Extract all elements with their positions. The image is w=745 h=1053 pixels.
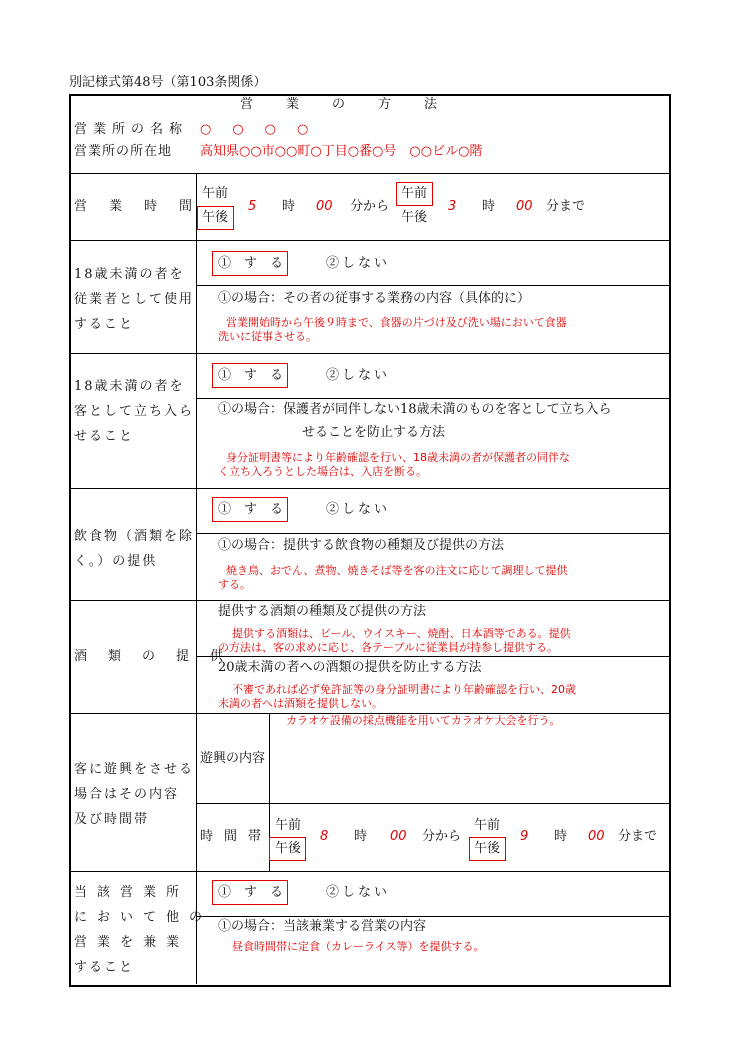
hours-start-hour: 5 [248, 199, 257, 214]
food-dont: ②しない [326, 502, 391, 517]
minors-employ-detail-l1: 営業開始時から午後９時まで、食器の片づけ及び洗い場において食器 [226, 316, 567, 329]
form-id: 別記様式第48号（第103条関係） [69, 75, 267, 90]
selection-box [212, 251, 288, 276]
row-divider [69, 871, 669, 872]
selection-box [396, 182, 433, 206]
entertainment-content-value: カラオケ設備の採点機能を用いてカラオケ大会を行う。 [286, 714, 561, 727]
minors-customer-detail-l1: 身分証明書等により年齢確認を行い、18歳未満の者が保護者の同伴な [226, 451, 570, 464]
food-detail-l2: する。 [218, 578, 251, 591]
other-business-detail: 昼食時間帯に定食（カレーライス等）を提供する。 [232, 940, 485, 953]
alcohol-prevent-label: 20歳未満の者への酒類の提供を防止する方法 [218, 660, 482, 675]
minors-customer-detail-l2: く立ち入ろうとした場合は、入店を断る。 [218, 465, 427, 478]
food-detail-l1: 焼き鳥、おでん、煮物、焼きそば等を客の注文に応じて調理して提供 [226, 564, 568, 577]
row-divider [69, 353, 669, 354]
alcohol-type-label: 提供する酒類の種類及び提供の方法 [218, 604, 427, 619]
cell-divider [196, 803, 669, 804]
selection-box [212, 497, 288, 522]
entertainment-end-pm: 午後 [474, 841, 501, 856]
selection-box [212, 363, 288, 388]
food-case-label: ①の場合：提供する飲食物の種類及び提供の方法 [218, 538, 505, 553]
selection-box [212, 880, 288, 905]
alcohol-prevent-l1: 不審であれば必ず免許証等の身分証明書により年齢確認を行い、20歳 [232, 683, 576, 696]
food-label: 飲食物（酒類を除 く。）の提供 [74, 529, 195, 569]
other-business-do: ① す る [218, 885, 284, 900]
entertainment-content-label: 遊興の内容 [200, 751, 266, 766]
alcohol-prevent-l2: 未満の者へは酒類を提供しない。 [218, 697, 383, 710]
alcohol-type-l1: 提供する酒類は、ビール、ウイスキー、焼酎、日本酒等である。提供 [232, 627, 571, 640]
hours-from: 分から [350, 199, 390, 214]
form-title: 営 業 の 方 法 [240, 97, 448, 112]
business-address-value: 高知県○○市○○町○丁目○番○号 ○○ビル○階 [200, 144, 483, 159]
other-business-label: 当該営業所 において他の 営業を兼業 すること [74, 885, 213, 975]
entertainment-end-am: 午前 [474, 818, 501, 833]
entertainment-label: 客に遊興をさせる 場合はその内容 及び時間帯 [74, 762, 195, 827]
cell-divider [196, 656, 669, 657]
minors-customer-dont: ②しない [326, 368, 391, 383]
entertainment-until: 分まで [618, 829, 658, 844]
business-name-label: 営業所の名称 [74, 122, 189, 137]
entertainment-from: 分から [422, 829, 462, 844]
hours-end-am: 午前 [401, 186, 428, 201]
selection-box [197, 206, 234, 230]
cell-divider [196, 285, 669, 286]
hours-ji: 時 [482, 199, 496, 214]
entertainment-end-min: 00 [588, 829, 605, 844]
alcohol-label: 酒類の提供 [74, 649, 245, 664]
minors-customer-do: ① す る [218, 368, 284, 383]
row-divider [69, 240, 669, 241]
business-name-value: ○ ○ ○ ○ [200, 122, 313, 137]
minors-employ-dont: ②しない [326, 256, 391, 271]
hours-start-min: 00 [316, 199, 333, 214]
hours-end-hour: 3 [448, 199, 457, 214]
entertainment-end-hour: 9 [520, 829, 529, 844]
cell-divider [196, 916, 669, 917]
entertainment-start-min: 00 [390, 829, 407, 844]
other-business-dont: ②しない [326, 885, 391, 900]
business-address-label: 営業所の所在地 [74, 144, 173, 159]
hours-start-pm: 午後 [202, 210, 229, 225]
entertainment-ji: 時 [554, 829, 568, 844]
column-divider [196, 173, 197, 984]
minors-employ-label: 18歳未満の者を 従業者として使用 すること [74, 267, 195, 332]
minors-customer-case-label-l1: ①の場合：保護者が同伴しない18歳未満のものを客として立ち入ら [218, 402, 612, 417]
hours-end-pm: 午後 [401, 210, 428, 225]
hours-until: 分まで [546, 199, 586, 214]
row-divider [69, 173, 669, 174]
row-divider [69, 600, 669, 601]
minors-employ-case-label: ①の場合：その者の従事する業務の内容（具体的に） [218, 291, 531, 306]
hours-ji: 時 [282, 199, 296, 214]
minors-customer-case-label-l2: せることを防止する方法 [302, 425, 446, 440]
alcohol-type-l2: の方法は、客の求めに応じ、各テーブルに従業員が持参し提供する。 [218, 641, 559, 654]
selection-box [469, 837, 506, 861]
hours-end-min: 00 [516, 199, 533, 214]
cell-divider [196, 398, 669, 399]
hours-start-am: 午前 [202, 186, 229, 201]
entertainment-start-hour: 8 [320, 829, 329, 844]
row-divider [69, 488, 669, 489]
entertainment-start-am: 午前 [275, 818, 302, 833]
minors-employ-do: ① す る [218, 256, 284, 271]
food-do: ① す る [218, 502, 284, 517]
entertainment-time-label: 時間帯 [200, 829, 273, 844]
entertainment-ji: 時 [354, 829, 368, 844]
minors-employ-detail-l2: 洗いに従事させる。 [218, 330, 317, 343]
other-business-case-label: ①の場合：当該兼業する営業の内容 [218, 919, 427, 934]
selection-box [269, 837, 306, 861]
minors-customer-label: 18歳未満の者を 客として立ち入ら せること [74, 379, 195, 444]
entertainment-start-pm: 午後 [275, 841, 302, 856]
hours-label: 営業時間 [74, 199, 215, 214]
cell-divider [196, 533, 669, 534]
